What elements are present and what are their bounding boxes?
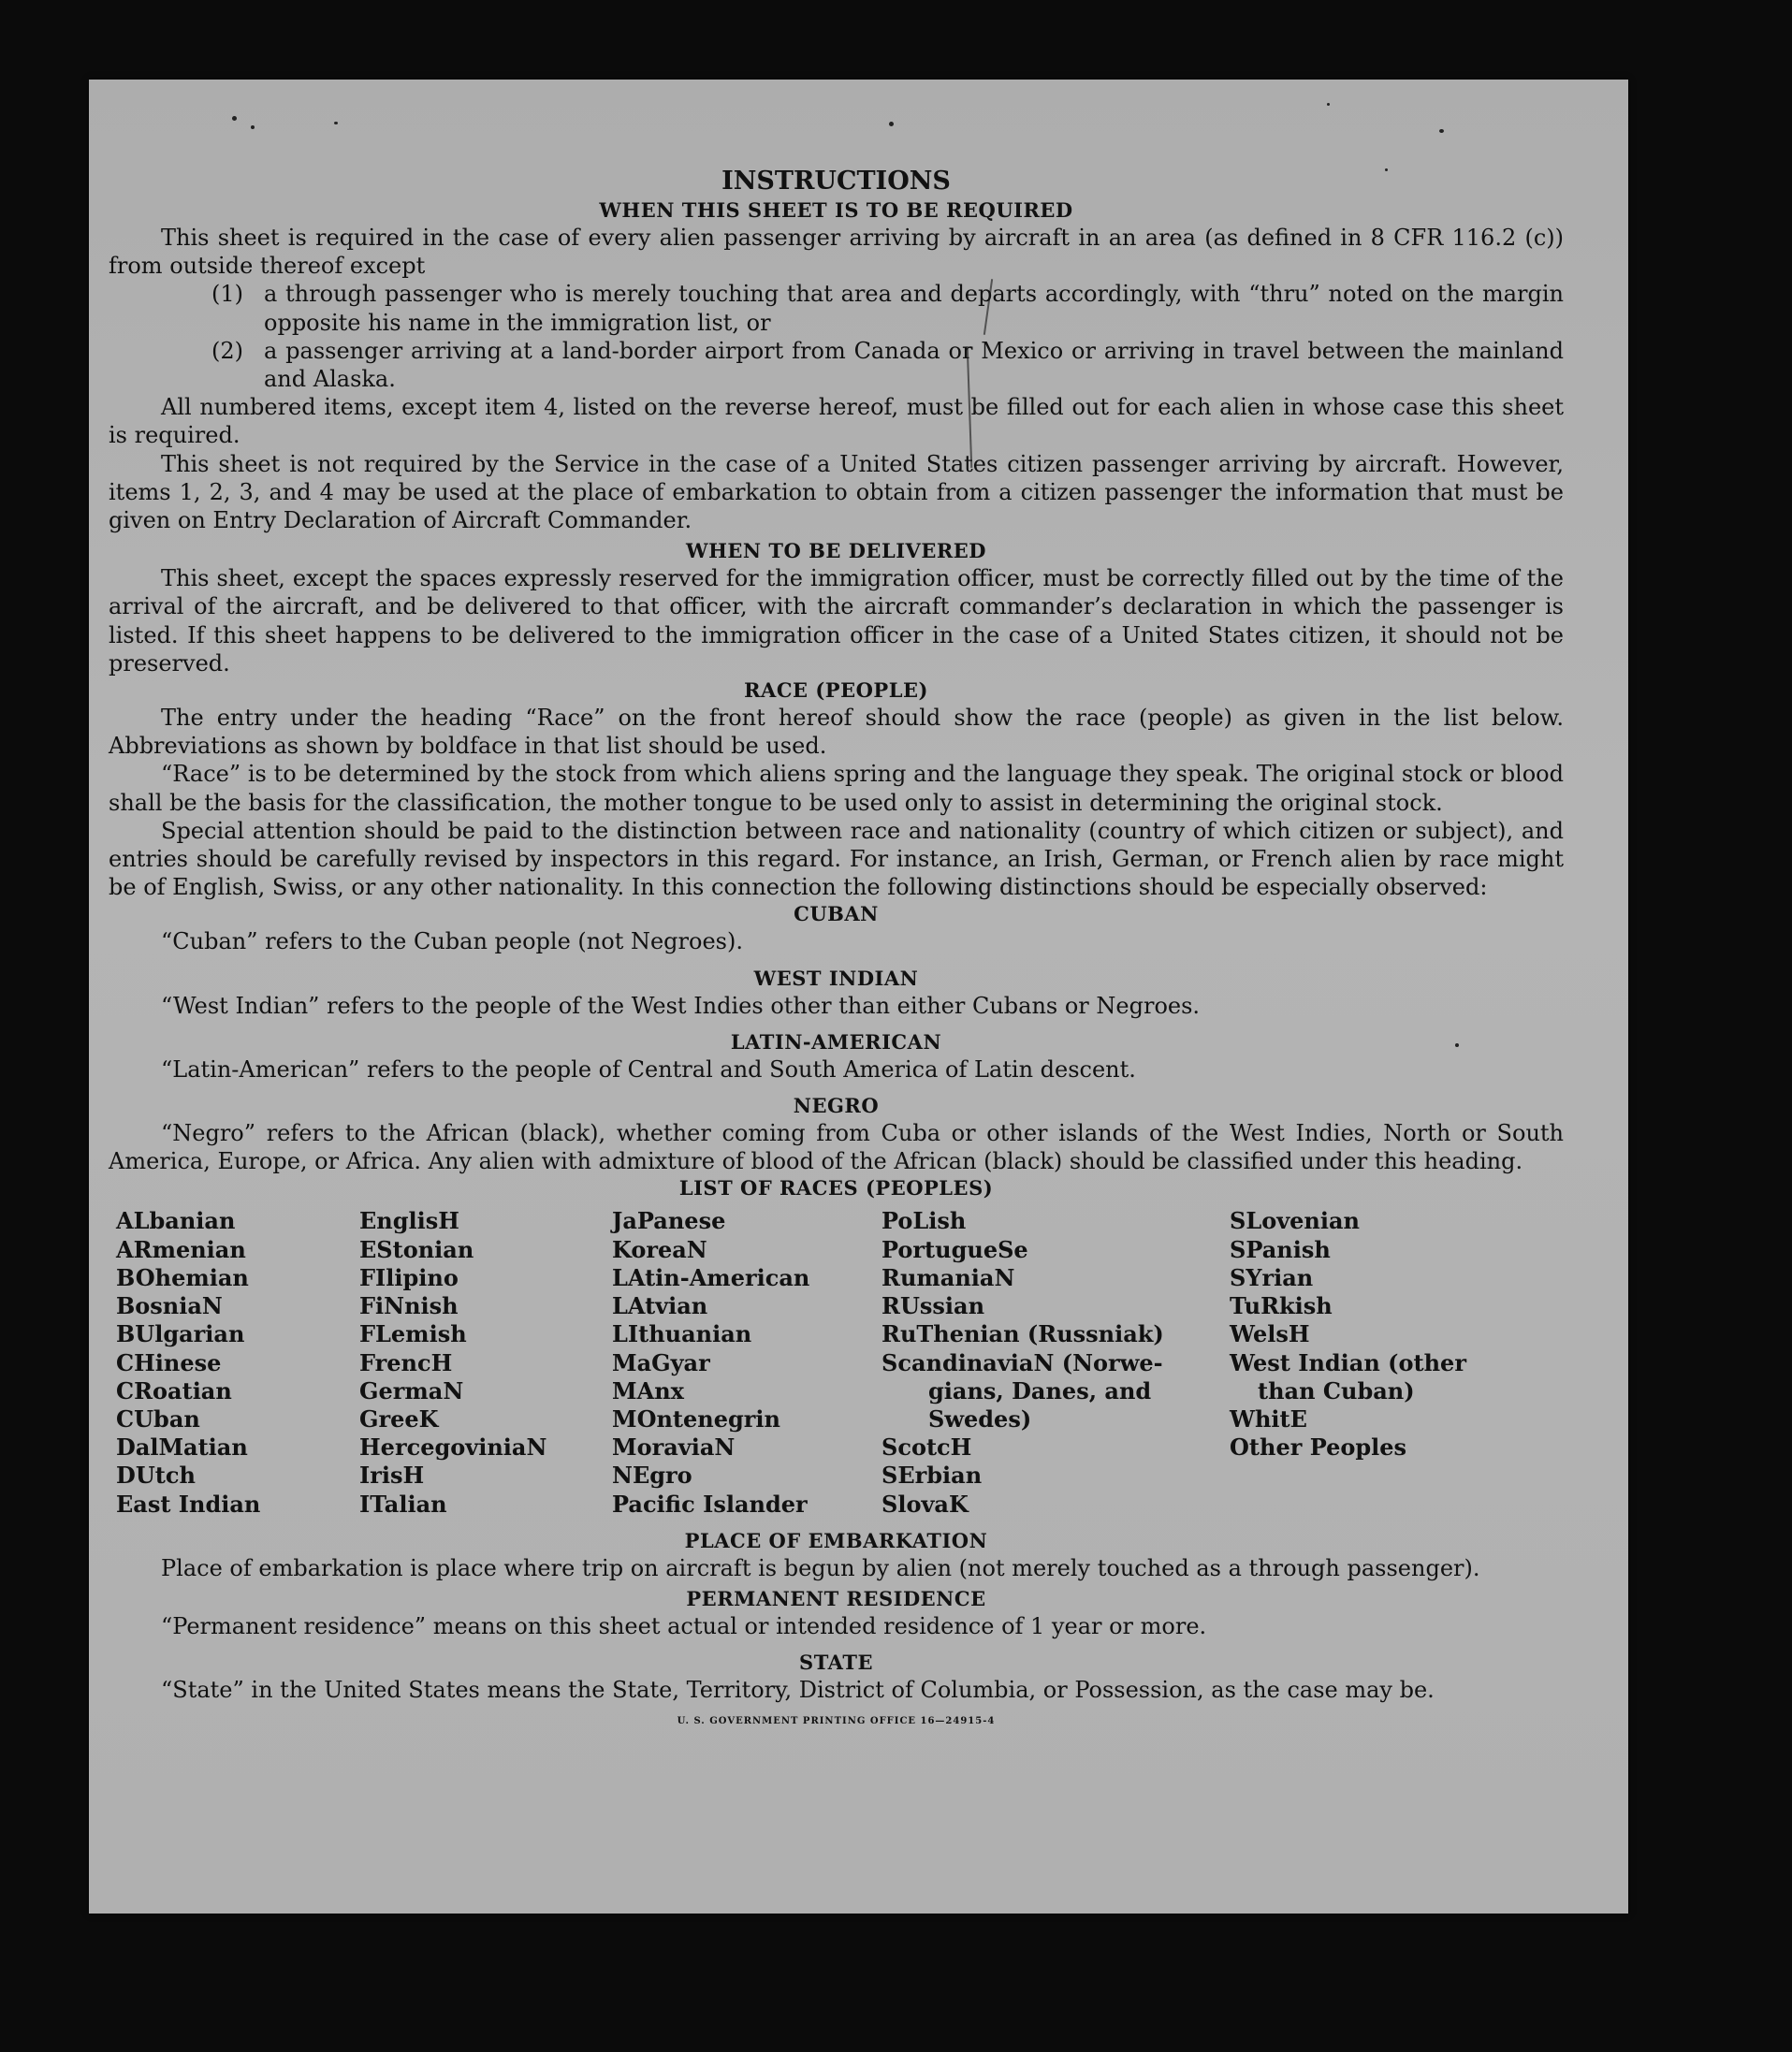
item-number: (2) xyxy=(211,337,243,364)
paragraph: This sheet is not required by the Service in the case of a United States citizen passenger arriving by aircraft. However, items 1, 2, 3, and 4 may be used at the place of embarkation to obtain from a citizen passenger the information that must be given on Entry Declaration of Aircraft Commander. xyxy=(109,450,1564,534)
race-entry: RumaniaN xyxy=(881,1263,1015,1291)
race-entry: NEgro xyxy=(612,1462,692,1490)
paragraph: Special attention should be paid to the distinction between race and nationality (country of which citizen or subject), and entries should be carefully revised by inspectors in this regard. For instance, an Irish, German, or French alien by race might be of English, Swiss, or any other nationality. In this connection the following distinctions should be especially observed: xyxy=(109,817,1564,901)
numbered-item xyxy=(109,337,1564,393)
race-entry: FiNnish xyxy=(359,1292,459,1320)
race-entry: GreeK xyxy=(359,1404,439,1433)
race-entry: East Indian xyxy=(116,1490,261,1518)
paragraph: “Race” is to be determined by the stock from which aliens spring and the language they speak. The original stock or blood shall be the basis for the classification, the mother tongue to be used only to assist in determining the original stock. xyxy=(109,761,1564,816)
race-entry: JaPanese xyxy=(612,1207,726,1235)
race-entry: IrisH xyxy=(359,1462,425,1490)
race-entry: PoLish xyxy=(881,1207,967,1235)
heading-state: STATE xyxy=(799,1651,873,1675)
heading-west-indian: WEST INDIAN xyxy=(753,966,919,990)
paragraph: The entry under the heading “Race” on the front hereof should show the race (people) as given in the list below. Abbreviations as shown by boldface in that list should be used. xyxy=(109,705,1564,760)
paragraph: “Cuban” refers to the Cuban people (not Negroes). xyxy=(161,928,743,955)
paragraph: “Negro” refers to the African (black), whether coming from Cuba or other islands of the West Indies, North or South America, Europe, or Africa. Any alien with admixture of blood of the African (black) should be classified under this heading. xyxy=(109,1120,1564,1175)
race-entry: CRoatian xyxy=(116,1376,232,1404)
race-entry: EStonian xyxy=(359,1235,474,1263)
race-entry: RuThenian (Russniak) xyxy=(881,1320,1164,1348)
race-entry: MOntenegrin xyxy=(612,1404,780,1433)
races-column xyxy=(881,1207,1230,1518)
race-entry: CUban xyxy=(116,1404,200,1433)
item-text: a passenger arriving at a land-border airport from Canada or Mexico or arriving in travel between the mainland and Alaska. xyxy=(264,337,1564,393)
race-entry: SLovenian xyxy=(1230,1207,1360,1235)
heading-place-of-embarkation: PLACE OF EMBARKATION xyxy=(684,1528,988,1552)
paragraph: This sheet, except the spaces expressly reserved for the immigration officer, must be correctly filled out by the time of the arrival of the aircraft, and be delivered to that officer, with the aircraft commander’s declaration in which the passenger is listed. If this sheet happens to be delivered to the immigration officer in the case of a United States citizen, it should not be preserved. xyxy=(109,565,1564,677)
paragraph: “Latin-American” refers to the people of Central and South America of Latin descent. xyxy=(161,1055,1136,1083)
printing-office-footer: U. S. GOVERNMENT PRINTING OFFICE 16—24915-4 xyxy=(677,1716,996,1727)
race-entry: MaGyar xyxy=(612,1348,710,1376)
race-entry: LAtvian xyxy=(612,1292,708,1320)
race-entry: RUssian xyxy=(881,1292,985,1320)
heading-list-of-races: LIST OF RACES (PEOPLES) xyxy=(678,1176,994,1201)
heading-permanent-residence: PERMANENT RESIDENCE xyxy=(686,1586,986,1610)
item-text: a through passenger who is merely touching that area and departs accordingly, with “thru” noted on the margin opposite his name in the immigration list, or xyxy=(264,281,1564,336)
races-column xyxy=(359,1207,612,1518)
race-entry: SYrian xyxy=(1230,1263,1314,1291)
race-entry: ALbanian xyxy=(116,1207,236,1235)
race-entry: BUlgarian xyxy=(116,1320,245,1348)
race-entry: HercegoviniaN xyxy=(359,1433,547,1462)
race-entry: than Cuban) xyxy=(1258,1376,1415,1404)
instructions-content xyxy=(109,80,1564,1737)
heading-cuban: CUBAN xyxy=(794,902,879,926)
race-entry: Swedes) xyxy=(928,1404,1032,1433)
race-entry: EnglisH xyxy=(359,1207,459,1235)
race-entry: ITalian xyxy=(359,1490,447,1518)
race-entry: ARmenian xyxy=(116,1235,246,1263)
paragraph: “State” in the United States means the State, Territory, District of Columbia, or Possession, as the case may be. xyxy=(161,1677,1435,1704)
races-column xyxy=(612,1207,881,1518)
race-entry: SErbian xyxy=(881,1462,983,1490)
race-entry: FIlipino xyxy=(359,1263,459,1291)
race-entry: FLemish xyxy=(359,1320,467,1348)
race-entry: LIthuanian xyxy=(612,1320,752,1348)
race-entry: CHinese xyxy=(116,1348,222,1376)
race-entry: GermaN xyxy=(359,1376,464,1404)
page-title: INSTRUCTIONS xyxy=(721,167,951,196)
heading-when-required: WHEN THIS SHEET IS TO BE REQUIRED xyxy=(599,198,1073,222)
race-entry: DUtch xyxy=(116,1462,196,1490)
race-entry: SlovaK xyxy=(881,1490,969,1518)
races-column xyxy=(116,1207,359,1518)
heading-latin-american: LATIN-AMERICAN xyxy=(730,1029,942,1054)
race-entry: BOhemian xyxy=(116,1263,249,1291)
numbered-item xyxy=(109,280,1564,336)
race-entry: DalMatian xyxy=(116,1433,248,1462)
race-entry: ScandinaviaN (Norwe- xyxy=(881,1348,1163,1376)
paragraph: Place of embarkation is place where trip on aircraft is begun by alien (not merely touched as a through passenger). xyxy=(161,1554,1480,1581)
paragraph: “West Indian” refers to the people of the West Indies other than either Cubans or Negroes. xyxy=(161,992,1201,1019)
item-number: (1) xyxy=(211,281,243,308)
race-entry: TuRkish xyxy=(1230,1292,1333,1320)
race-entry: Pacific Islander xyxy=(612,1490,808,1518)
heading-negro: NEGRO xyxy=(793,1094,880,1118)
race-entry: MAnx xyxy=(612,1376,684,1404)
race-entry: WelsH xyxy=(1230,1320,1310,1348)
race-entry: WhitE xyxy=(1230,1404,1307,1433)
race-entry: West Indian (other xyxy=(1230,1348,1466,1376)
race-entry: PortugueSe xyxy=(881,1235,1028,1263)
race-entry: BosniaN xyxy=(116,1292,223,1320)
race-entry: ScotcH xyxy=(881,1433,972,1462)
paragraph: This sheet is required in the case of every alien passenger arriving by aircraft in an area (as defined in 8 CFR 116.2 (c)) from outside thereof except xyxy=(109,225,1564,280)
heading-race: RACE (PEOPLE) xyxy=(744,678,928,703)
race-entry: Other Peoples xyxy=(1230,1433,1407,1462)
race-entry: gians, Danes, and xyxy=(928,1376,1152,1404)
races-list xyxy=(116,1207,1564,1518)
races-column xyxy=(1230,1207,1510,1518)
race-entry: FrencH xyxy=(359,1348,453,1376)
race-entry: MoraviaN xyxy=(612,1433,736,1462)
race-entry: KoreaN xyxy=(612,1235,707,1263)
paragraph: “Permanent residence” means on this sheet actual or intended residence of 1 year or more. xyxy=(161,1612,1207,1639)
race-entry: SPanish xyxy=(1230,1235,1331,1263)
paragraph: All numbered items, except item 4, listed on the reverse hereof, must be filled out for each alien in whose case this sheet is required. xyxy=(109,394,1564,449)
race-entry: LAtin-American xyxy=(612,1263,810,1291)
heading-when-delivered: WHEN TO BE DELIVERED xyxy=(685,539,986,563)
